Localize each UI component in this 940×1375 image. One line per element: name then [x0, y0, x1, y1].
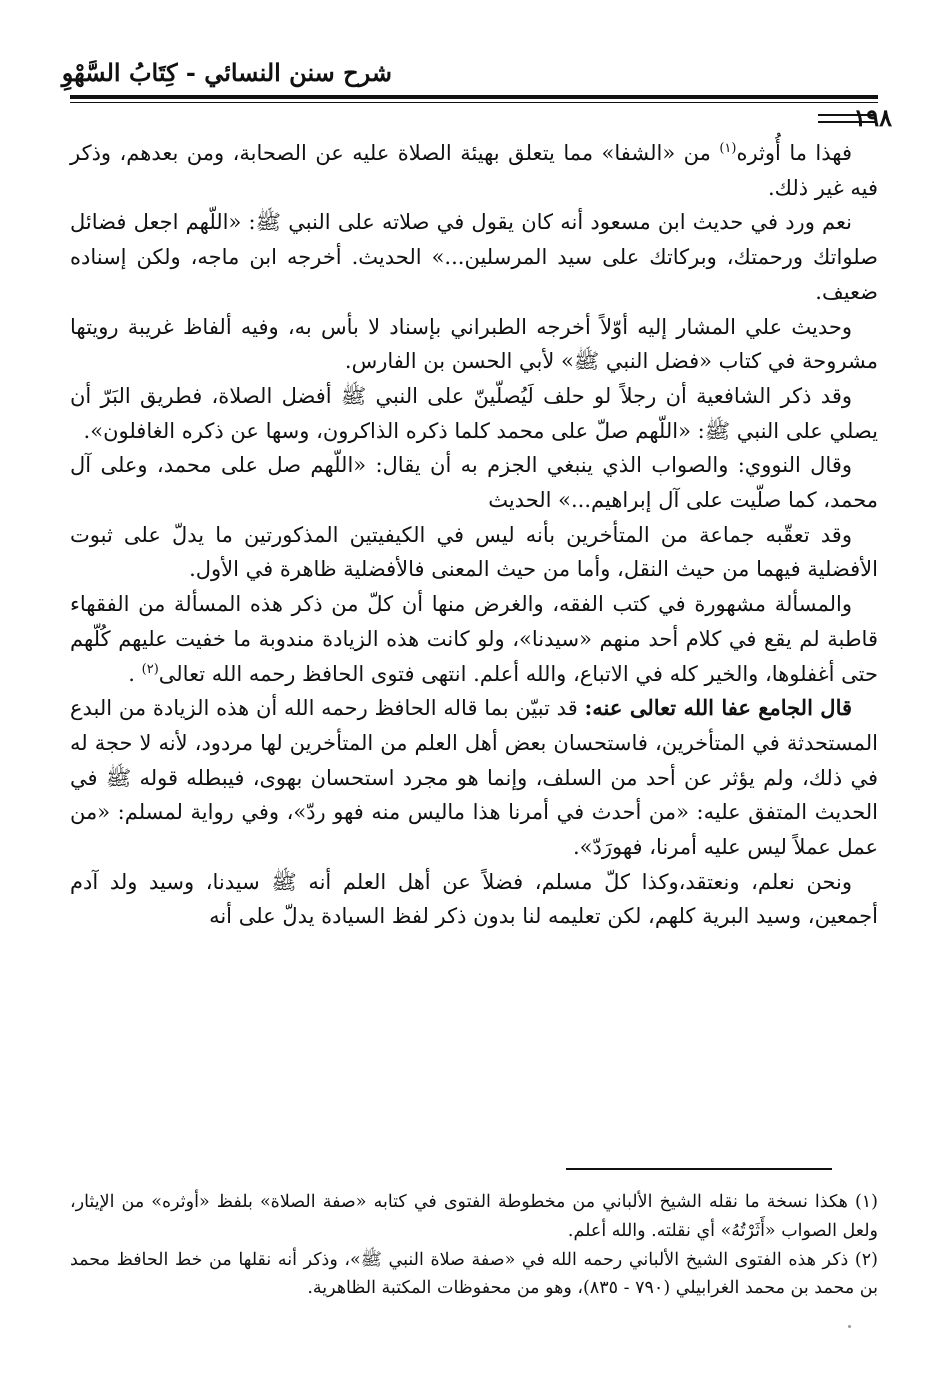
footnote: (٢) ذكر هذه الفتوى الشيخ الألباني رحمه الله في «صفة صلاة النبي ﷺ»، وذكر أنه نقلها من خط الحافظ محمد بن محمد بن محمد الغرابيلي (٧٩٠ - ٨٣٥)، وهو من محفوظات المكتبة الظاهرية. [70, 1249, 878, 1299]
paragraph: وحديث علي المشار إليه أوّلاً أخرجه الطبراني بإسناد لا بأس به، وفيه ألفاظ غريبة رويتها مشروحة في كتاب «فضل النبي ﷺ» لأبي الحسن بن الفارس. [70, 314, 878, 374]
footnotes [70, 1188, 878, 1303]
speaker-lead: قال الجامع عفا الله تعالى عنه: [584, 695, 853, 721]
paragraph-text: من «الشفا» مما يتعلق بهيئة الصلاة عليه عن الصحابة، ومن بعدهم، وذكر فيه غير ذلك. [70, 141, 878, 200]
paragraph [70, 587, 878, 691]
page-number: ١٩٨ [853, 103, 892, 132]
paragraph: وقال النووي: والصواب الذي ينبغي الجزم به أن يقال: «اللّهم صل على محمد، وعلى آل محمد، كما صلّيت على آل إبراهيم...» الحديث [70, 453, 878, 513]
footnote-ref[interactable]: (١) [719, 141, 737, 156]
running-header-title: شرح سنن النسائي - كِتَابُ السَّهْوِ [61, 58, 392, 87]
footnote-ref[interactable]: (٢) [141, 661, 159, 677]
paragraph-text: . [128, 661, 142, 686]
paragraph: وقد ذكر الشافعية أن رجلاً لو حلف لَيُصلّينّ على النبي ﷺ أفضل الصلاة، فطريق البَرّ أن يصلي على النبي ﷺ: «اللّهم صلّ على محمد كلما ذكره الذاكرون، وسها عن ذكره الغافلون». [70, 383, 878, 443]
footnote-separator [566, 1168, 832, 1170]
paragraph-text: فهذا ما أُوثره [736, 141, 852, 165]
paragraph [70, 136, 878, 205]
paragraph: ونحن نعلم، ونعتقد،وكذا كلّ مسلم، فضلاً عن أهل العلم أنه ﷺ سيدنا، وسيد ولد آدم أجمعين، وسيد البرية كلهم، لكن تعليمه لنا بدون ذكر لفظ السيادة يدلّ على أنه [70, 869, 878, 929]
header-rule-thin [70, 102, 878, 103]
footnote: (١) هكذا نسخة ما نقله الشيخ الألباني من مخطوطة الفتوى في كتابه «صفة الصلاة» بلفظ «أوثره» من الإيثار، ولعل الصواب «أَثَرْتُهُ» أي نقلته. والله أعلم. [70, 1192, 878, 1241]
paragraph-text: والمسألة مشهورة في كتب الفقه، والغرض منها أن كلّ من ذكر هذه المسألة من الفقهاء قاطبة لم يقع في كلام أحد منهم «سيدنا»، ولو كانت هذه الزيادة مندوبة ما خفيت عليهم كُلّهم حتى أغفلوها، والخير كله في الاتباع، والله أعلم. انتهى فتوى الحافظ رحمه الله تعالى [70, 592, 878, 686]
paragraph [70, 691, 878, 865]
paragraph: وقد تعقّبه جماعة من المتأخرين بأنه ليس في الكيفيتين المذكورتين ما يدلّ على ثبوت الأفضلية فيهما من حيث النقل، وأما من حيث المعنى فالأفضلية ظاهرة في الأول. [70, 522, 878, 582]
scan-speck [848, 1325, 851, 1328]
main-text [70, 136, 878, 934]
paragraph-text: قد تبيّن بما قاله الحافظ رحمه الله أن هذه الزيادة من البدع المستحدثة في المتأخرين، فاستحسان بعض أهل العلم من المتأخرين لها مردود، لأنه لا حجة له في ذلك، ولم يؤثر عن أحد من السلف، وإنما هو مجرد استحسان بهوى، فيبطله قوله ﷺ في الحديث المتفق عليه: «من أحدث في أمرنا هذا ماليس منه فهو ردّ»، وفي رواية لمسلم: «من عمل عملاً ليس عليه أمرنا، فهورَدّ». [70, 696, 878, 860]
header-rule-thick [70, 95, 878, 99]
page-number-ornament [818, 114, 876, 123]
paragraph: نعم ورد في حديث ابن مسعود أنه كان يقول في صلاته على النبي ﷺ: «اللّهم اجعل فضائل صلواتك ورحمتك، وبركاتك على سيد المرسلين...» الحديث. أخرجه ابن ماجه، ولكن إسناده ضعيف. [70, 210, 878, 304]
